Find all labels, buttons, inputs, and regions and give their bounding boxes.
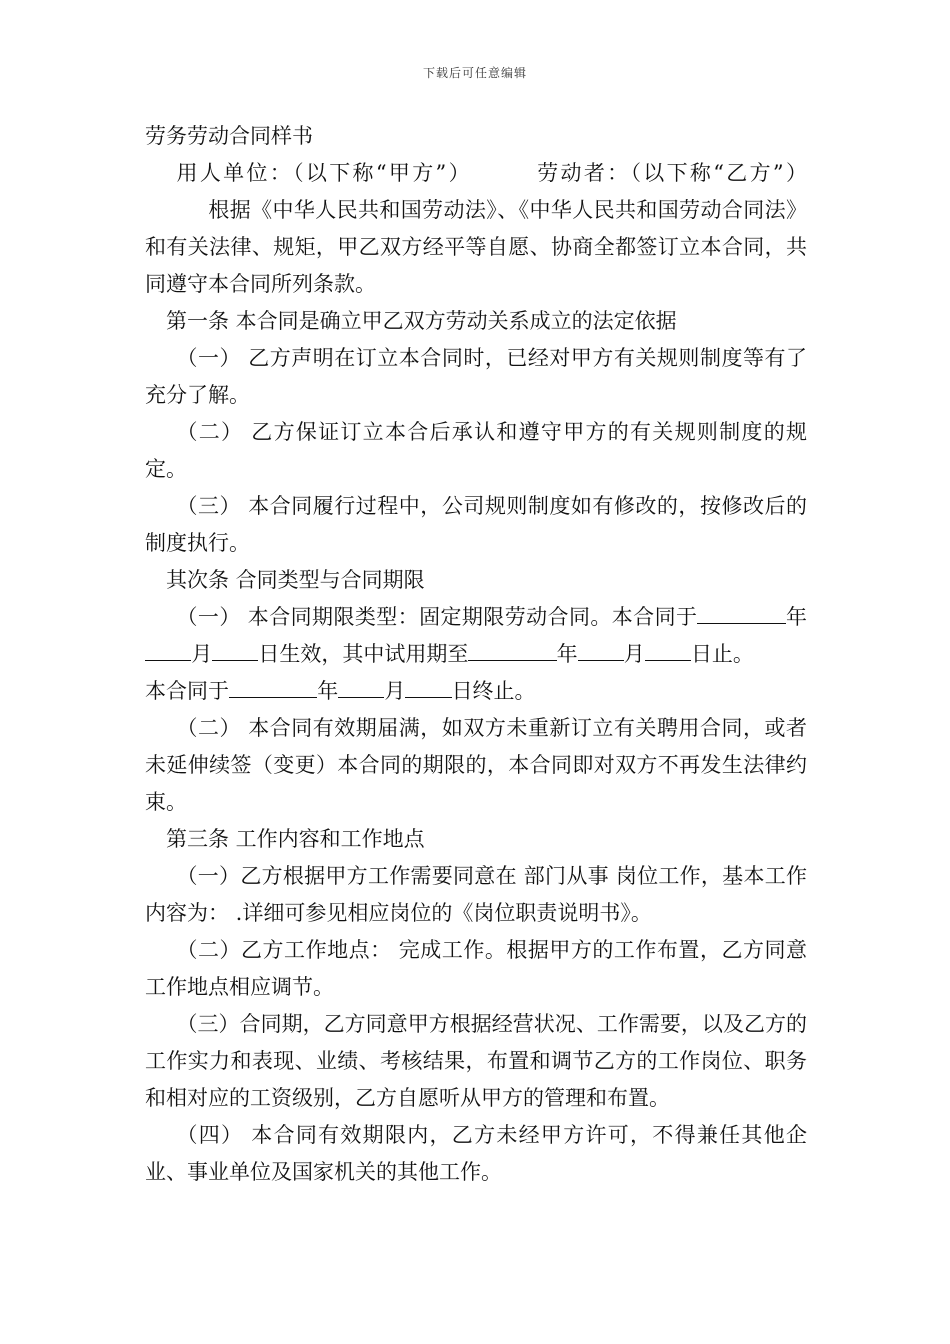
page-header-note: 下载后可任意编辑 xyxy=(422,66,527,80)
intro-basis: 根据《中华人民共和国劳动法》、《中华人民共和国劳动合同法》和有关法律、规矩，甲乙双方经平等自愿、协商全都签订立本合同，共同遵守本合同所列条款。 xyxy=(145,198,807,296)
start-day-blank[interactable] xyxy=(212,641,258,661)
intro-paragraph xyxy=(145,155,807,303)
probation-month-blank[interactable] xyxy=(578,641,624,661)
article-1-item-3: （三） 本合同履行过程中，公司规则制度如有修改的，按修改后的制度执行。 xyxy=(145,494,807,555)
article-3-item-1: （一）乙方根据甲方工作需要同意在 部门从事 岗位工作，基本工作内容为： .详细可参见相应岗位的《岗位职责说明书》。 xyxy=(145,864,807,925)
end-year-blank[interactable] xyxy=(229,678,317,698)
document-title: 劳务劳动合同样书 xyxy=(145,124,313,148)
article-3-item-3: （三）合同期，乙方同意甲方根据经营状况、工作需要，以及乙方的工作实力和表现、业绩、考核结果，布置和调节乙方的工作岗位、职务和相对应的工资级别，乙方自愿听从甲方的管理和布置。 xyxy=(145,1012,807,1110)
article-1-item-2: （二） 乙方保证订立本合后承认和遵守甲方的有关规则制度的规定。 xyxy=(145,420,807,481)
article-3-item-4: （四） 本合同有效期限内，乙方未经甲方许可，不得兼任其他企业、事业单位及国家机关的其他工作。 xyxy=(145,1123,807,1184)
employer-label: 用人单位：（以下称“甲方”） xyxy=(176,161,472,185)
start-year-blank[interactable] xyxy=(697,604,785,624)
article-2-item-2: （二） 本合同有效期届满，如双方未重新订立有关聘用合同，或者未延伸续签（变更）本合同的期限的，本合同即对双方不再发生法律约束。 xyxy=(145,716,807,814)
article-2-item-1: （一） 本合同期限类型：固定期限劳动合同。本合同于 年月 日生效，其中试用期至 年 月 日止。 本合同于 年 月 日终止。 xyxy=(145,605,807,703)
article-1-item-1: （一） 乙方声明在订立本合同时，已经对甲方有关规则制度等有了充分了解。 xyxy=(145,346,807,407)
end-month-blank[interactable] xyxy=(338,678,384,698)
probation-day-blank[interactable] xyxy=(645,641,691,661)
worker-label: 劳动者：（以下称“乙方”） xyxy=(534,161,807,185)
probation-year-blank[interactable] xyxy=(468,641,556,661)
start-month-blank[interactable] xyxy=(145,641,191,661)
article-3-heading: 第三条 工作内容和工作地点 xyxy=(166,827,425,851)
article-2-heading: 其次条 合同类型与合同期限 xyxy=(166,568,425,592)
article-3-item-2: （二）乙方工作地点： 完成工作。根据甲方的工作布置，乙方同意工作地点相应调节。 xyxy=(145,938,807,999)
contract-body xyxy=(145,118,807,1191)
article-1-heading: 第一条 本合同是确立甲乙双方劳动关系成立的法定依据 xyxy=(166,309,677,333)
end-day-blank[interactable] xyxy=(405,678,451,698)
